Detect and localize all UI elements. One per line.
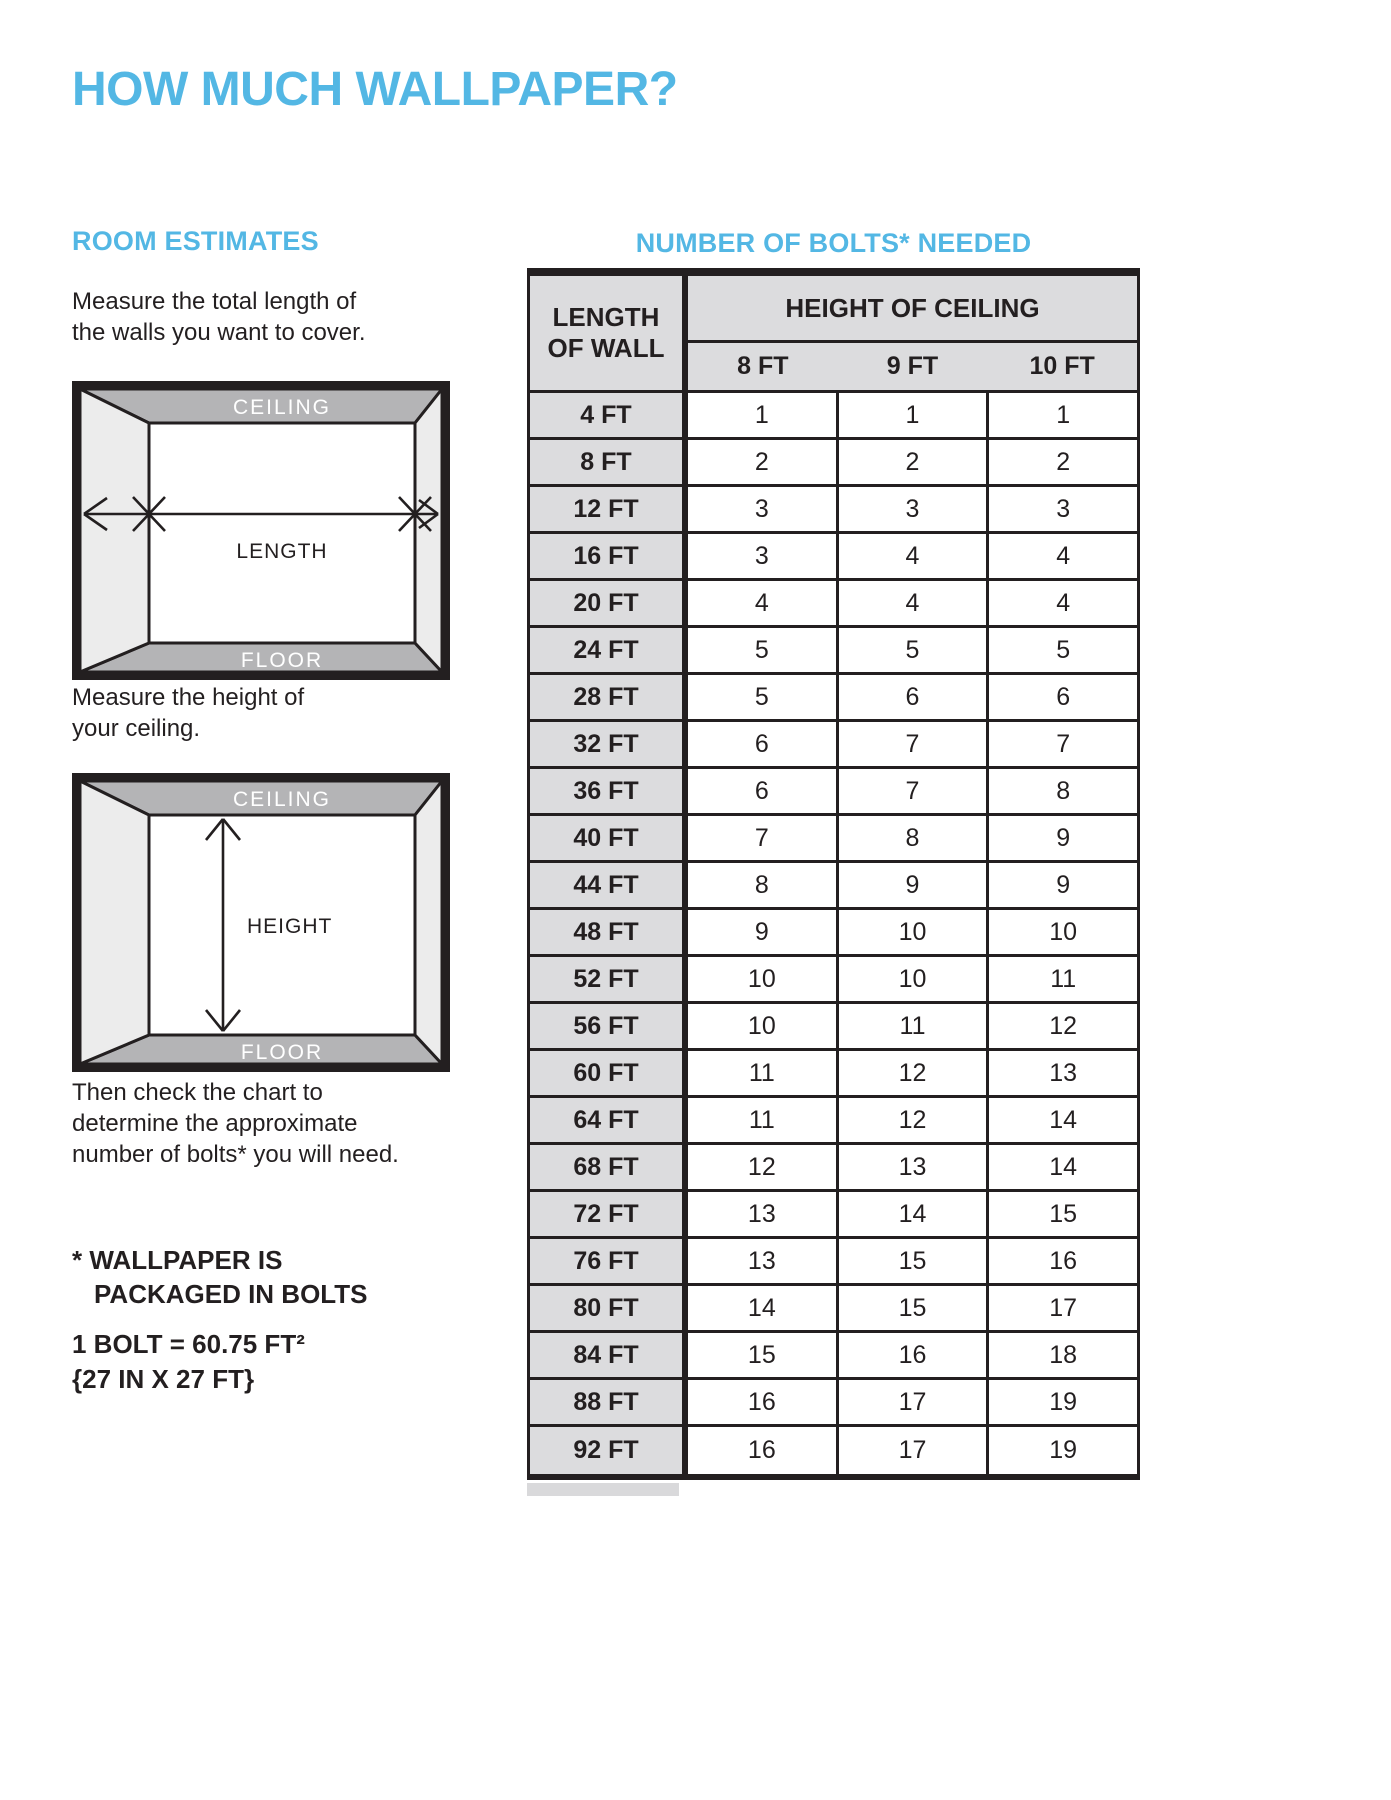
bolts-cell-10ft: 8 — [989, 769, 1137, 816]
bolts-cell-10ft: 2 — [989, 440, 1137, 487]
bolts-cell-10ft: 14 — [989, 1098, 1137, 1145]
bolts-cell-10ft: 7 — [989, 722, 1137, 769]
row-data — [682, 769, 1137, 816]
table-left-column-shadow — [527, 1483, 679, 1496]
bolts-cell-9ft: 13 — [839, 1145, 990, 1192]
table-row — [530, 628, 1137, 675]
bolts-cell-8ft: 16 — [688, 1427, 839, 1474]
bolts-cell-9ft: 2 — [839, 440, 990, 487]
row-data — [682, 440, 1137, 487]
bolts-cell-8ft: 3 — [688, 534, 839, 581]
instruction-line: number of bolts* you will need. — [72, 1141, 399, 1168]
room-estimates-heading: ROOM ESTIMATES — [72, 226, 319, 256]
instruction-line: Measure the total length of — [72, 288, 357, 315]
table-row — [530, 769, 1137, 816]
table-body — [530, 393, 1137, 1474]
row-header-wall-length: 24 FT — [530, 628, 682, 675]
bolts-cell-8ft: 6 — [688, 722, 839, 769]
bolts-cell-8ft: 16 — [688, 1380, 839, 1427]
bolts-cell-9ft: 17 — [839, 1427, 990, 1474]
floor-label: FLOOR — [240, 1041, 324, 1064]
bolts-cell-9ft: 6 — [839, 675, 990, 722]
bolts-cell-8ft: 10 — [688, 957, 839, 1004]
row-data — [682, 393, 1137, 440]
page-title: HOW MUCH WALLPAPER? — [72, 63, 678, 116]
room-height-diagram — [72, 773, 450, 1072]
row-header-wall-length: 48 FT — [530, 910, 682, 957]
bolts-cell-8ft: 10 — [688, 1004, 839, 1051]
bolts-cell-8ft: 1 — [688, 393, 839, 440]
row-header-wall-length: 16 FT — [530, 534, 682, 581]
bolts-cell-9ft: 4 — [839, 534, 990, 581]
row-header-wall-length: 8 FT — [530, 440, 682, 487]
bolts-cell-8ft: 5 — [688, 675, 839, 722]
row-header-wall-length: 44 FT — [530, 863, 682, 910]
table-row — [530, 1004, 1137, 1051]
instruction-line: your ceiling. — [72, 715, 201, 742]
ceiling-label: CEILING — [232, 396, 332, 419]
bolts-cell-8ft: 7 — [688, 816, 839, 863]
bolts-cell-9ft: 11 — [839, 1004, 990, 1051]
bolts-cell-10ft: 5 — [989, 628, 1137, 675]
length-label: LENGTH — [236, 540, 328, 563]
table-row — [530, 1380, 1137, 1427]
table-header — [530, 276, 1137, 393]
bolts-cell-8ft: 5 — [688, 628, 839, 675]
row-data — [682, 628, 1137, 675]
bolts-cell-8ft: 2 — [688, 440, 839, 487]
bolts-cell-9ft: 12 — [839, 1098, 990, 1145]
bolts-cell-9ft: 16 — [839, 1333, 990, 1380]
ceiling-height-header-group — [682, 276, 1137, 390]
bolts-cell-10ft: 16 — [989, 1239, 1137, 1286]
table-row — [530, 816, 1137, 863]
row-header-wall-length: 68 FT — [530, 1145, 682, 1192]
bolts-cell-10ft: 10 — [989, 910, 1137, 957]
bolts-cell-9ft: 15 — [839, 1239, 990, 1286]
col-header-10ft: 10 FT — [1029, 352, 1095, 380]
bolts-cell-9ft: 12 — [839, 1051, 990, 1098]
table-row — [530, 1098, 1137, 1145]
bolts-cell-10ft: 3 — [989, 487, 1137, 534]
col-header-8ft: 8 FT — [737, 352, 789, 380]
table-row — [530, 1051, 1137, 1098]
bolts-cell-9ft: 1 — [839, 393, 990, 440]
row-data — [682, 957, 1137, 1004]
bolt-definition — [72, 1327, 305, 1397]
row-header-wall-length: 84 FT — [530, 1333, 682, 1380]
row-data — [682, 910, 1137, 957]
instruction-line: the walls you want to cover. — [72, 319, 366, 346]
bolts-cell-8ft: 12 — [688, 1145, 839, 1192]
bolts-cell-10ft: 14 — [989, 1145, 1137, 1192]
bolts-cell-10ft: 11 — [989, 957, 1137, 1004]
bolts-cell-9ft: 15 — [839, 1286, 990, 1333]
row-header-wall-length: 60 FT — [530, 1051, 682, 1098]
height-label: HEIGHT — [247, 915, 333, 938]
row-header-wall-length: 92 FT — [530, 1427, 682, 1474]
row-data — [682, 487, 1137, 534]
bolts-cell-8ft: 9 — [688, 910, 839, 957]
table-row — [530, 1192, 1137, 1239]
bolts-cell-10ft: 19 — [989, 1427, 1137, 1474]
row-header-wall-length: 4 FT — [530, 393, 682, 440]
bolts-cell-10ft: 17 — [989, 1286, 1137, 1333]
bolts-cell-10ft: 1 — [989, 393, 1137, 440]
bolts-footnote — [72, 1243, 367, 1311]
room-length-diagram — [72, 381, 450, 680]
bolts-cell-10ft: 4 — [989, 581, 1137, 628]
row-data — [682, 1286, 1137, 1333]
bolts-cell-10ft: 6 — [989, 675, 1137, 722]
bolts-cell-8ft: 3 — [688, 487, 839, 534]
bolts-cell-8ft: 15 — [688, 1333, 839, 1380]
row-header-wall-length: 76 FT — [530, 1239, 682, 1286]
bolt-definition-line: 1 BOLT = 60.75 FT² — [72, 1329, 305, 1359]
instruction-measure-length — [72, 286, 365, 348]
footnote-line: PACKAGED IN BOLTS — [94, 1279, 368, 1309]
bolts-cell-10ft: 9 — [989, 816, 1137, 863]
table-row — [530, 910, 1137, 957]
row-header-wall-length: 32 FT — [530, 722, 682, 769]
row-header-wall-length: 72 FT — [530, 1192, 682, 1239]
left-wall-panel — [80, 389, 149, 672]
bolt-definition-line: {27 IN X 27 FT} — [72, 1364, 255, 1394]
row-header-wall-length: 40 FT — [530, 816, 682, 863]
bolts-cell-9ft: 17 — [839, 1380, 990, 1427]
table-row — [530, 957, 1137, 1004]
row-data — [682, 1239, 1137, 1286]
column-headers-row — [688, 340, 1137, 390]
row-data — [682, 1098, 1137, 1145]
height-of-ceiling-header: HEIGHT OF CEILING — [688, 276, 1137, 340]
row-header-wall-length: 52 FT — [530, 957, 682, 1004]
bolts-cell-8ft: 8 — [688, 863, 839, 910]
row-data — [682, 1427, 1137, 1474]
instruction-line: determine the approximate — [72, 1110, 358, 1137]
bolts-cell-9ft: 4 — [839, 581, 990, 628]
floor-label: FLOOR — [240, 649, 324, 672]
row-header-wall-length: 80 FT — [530, 1286, 682, 1333]
row-header-wall-length: 56 FT — [530, 1004, 682, 1051]
bolts-cell-9ft: 7 — [839, 769, 990, 816]
row-data — [682, 675, 1137, 722]
corner-header-line: LENGTH — [552, 302, 660, 332]
bolts-cell-9ft: 3 — [839, 487, 990, 534]
bolts-cell-8ft: 4 — [688, 581, 839, 628]
table-row — [530, 1427, 1137, 1474]
table-row — [530, 675, 1137, 722]
footnote-line: * WALLPAPER IS — [72, 1245, 283, 1275]
bolts-cell-8ft: 14 — [688, 1286, 839, 1333]
bolts-cell-9ft: 7 — [839, 722, 990, 769]
bolts-cell-10ft: 19 — [989, 1380, 1137, 1427]
row-header-wall-length: 12 FT — [530, 487, 682, 534]
row-header-wall-length: 64 FT — [530, 1098, 682, 1145]
bolts-cell-10ft: 12 — [989, 1004, 1137, 1051]
bolts-cell-8ft: 6 — [688, 769, 839, 816]
right-wall-panel — [415, 389, 442, 672]
left-wall-panel — [80, 781, 149, 1064]
bolts-cell-9ft: 10 — [839, 910, 990, 957]
col-header-9ft: 9 FT — [886, 352, 939, 380]
row-data — [682, 581, 1137, 628]
back-wall-panel — [149, 423, 415, 643]
row-header-wall-length: 20 FT — [530, 581, 682, 628]
bolts-needed-heading: NUMBER OF BOLTS* NEEDED — [635, 228, 1032, 258]
table-row — [530, 581, 1137, 628]
bolts-cell-8ft: 13 — [688, 1239, 839, 1286]
row-data — [682, 722, 1137, 769]
bolts-table — [527, 268, 1140, 1480]
bolts-cell-9ft: 9 — [839, 863, 990, 910]
table-row — [530, 722, 1137, 769]
bolts-cell-9ft: 5 — [839, 628, 990, 675]
length-of-wall-header — [530, 276, 682, 390]
row-data — [682, 1380, 1137, 1427]
row-data — [682, 1192, 1137, 1239]
table-row — [530, 487, 1137, 534]
bolts-cell-8ft: 11 — [688, 1051, 839, 1098]
row-data — [682, 1051, 1137, 1098]
table-row — [530, 440, 1137, 487]
table-row — [530, 1145, 1137, 1192]
table-row — [530, 863, 1137, 910]
bolts-cell-10ft: 9 — [989, 863, 1137, 910]
row-header-wall-length: 88 FT — [530, 1380, 682, 1427]
instruction-check-chart — [72, 1077, 399, 1170]
bolts-cell-10ft: 15 — [989, 1192, 1137, 1239]
row-data — [682, 1145, 1137, 1192]
table-row — [530, 534, 1137, 581]
ceiling-label: CEILING — [232, 788, 332, 811]
bolts-cell-10ft: 4 — [989, 534, 1137, 581]
right-wall-panel — [415, 781, 442, 1064]
row-data — [682, 816, 1137, 863]
bolts-cell-10ft: 18 — [989, 1333, 1137, 1380]
corner-header-line: OF WALL — [547, 333, 665, 363]
row-header-wall-length: 28 FT — [530, 675, 682, 722]
bolts-cell-8ft: 11 — [688, 1098, 839, 1145]
bolts-cell-9ft: 10 — [839, 957, 990, 1004]
instruction-line: Then check the chart to — [72, 1079, 323, 1106]
row-header-wall-length: 36 FT — [530, 769, 682, 816]
row-data — [682, 863, 1137, 910]
row-data — [682, 1004, 1137, 1051]
row-data — [682, 534, 1137, 581]
bolts-cell-9ft: 8 — [839, 816, 990, 863]
table-row — [530, 393, 1137, 440]
table-row — [530, 1333, 1137, 1380]
instruction-line: Measure the height of — [72, 684, 305, 711]
row-data — [682, 1333, 1137, 1380]
bolts-cell-10ft: 13 — [989, 1051, 1137, 1098]
table-row — [530, 1239, 1137, 1286]
instruction-measure-height — [72, 682, 304, 744]
bolts-cell-9ft: 14 — [839, 1192, 990, 1239]
bolts-cell-8ft: 13 — [688, 1192, 839, 1239]
table-row — [530, 1286, 1137, 1333]
